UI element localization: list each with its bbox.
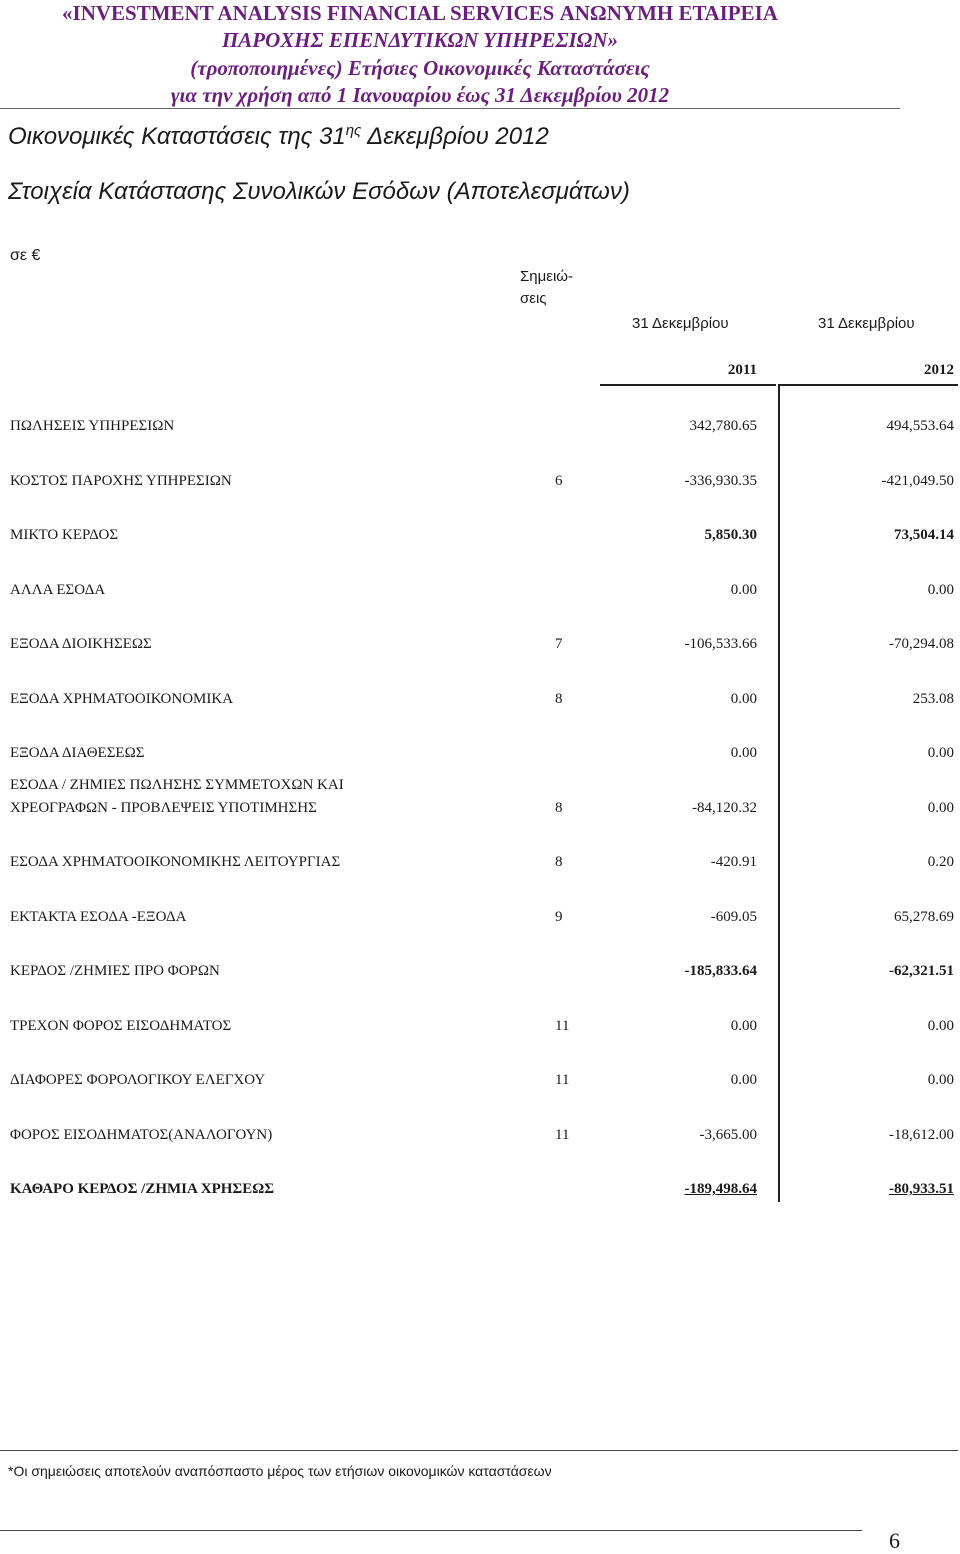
year-2011-underline (600, 384, 776, 386)
notes-header-line2: σεις (520, 290, 547, 307)
page-number: 6 (889, 1528, 900, 1553)
footnote-divider (0, 1450, 958, 1451)
year-2012-underline (780, 384, 958, 386)
footnote: *Οι σημειώσεις αποτελούν αναπόσπαστο μέρος των ετήσιων οικονομικών καταστάσεων (8, 1463, 552, 1479)
footer-divider (0, 1530, 862, 1531)
notes-header-line1: Σημειώ- (520, 268, 573, 285)
company-name-line2: ΠΑΡΟΧΗΣ ΕΠΕΝΔΥΤΙΚΩΝ ΥΠΗΡΕΣΙΩΝ» (221, 28, 619, 52)
company-name-line1: «INVESTMENT ANALYSIS FINANCIAL SERVICES ΑΝΩΝΥΜΗ ΕΤΑΙΡΕΙΑ (62, 1, 778, 25)
currency-label: σε € (10, 247, 41, 264)
page-title: Οικονομικές Καταστάσεις της $31^{\eta\varsigma}$ Δεκεμβρίου 2012 (8, 122, 549, 150)
col-2012-date: 31 Δεκεμβρίου (818, 315, 915, 332)
header-divider (0, 108, 900, 109)
column-separator (778, 384, 780, 1202)
report-subtitle: (τροποποιημένες) Ετήσιες Οικονομικές Καταστάσεις (190, 56, 650, 80)
statement-title: Στοιχεία Κατάστασης Συνολικών Εσόδων (Αποτελεσμάτων) (8, 178, 630, 205)
col-2011-year: 2011 (727, 362, 757, 378)
report-period: για την χρήση από 1 Ιανουαρίου έως 31 Δεκεμβρίου 2012 (170, 83, 670, 107)
col-2011-date: 31 Δεκεμβρίου (632, 315, 729, 332)
col-2012-year: 2012 (924, 362, 954, 378)
